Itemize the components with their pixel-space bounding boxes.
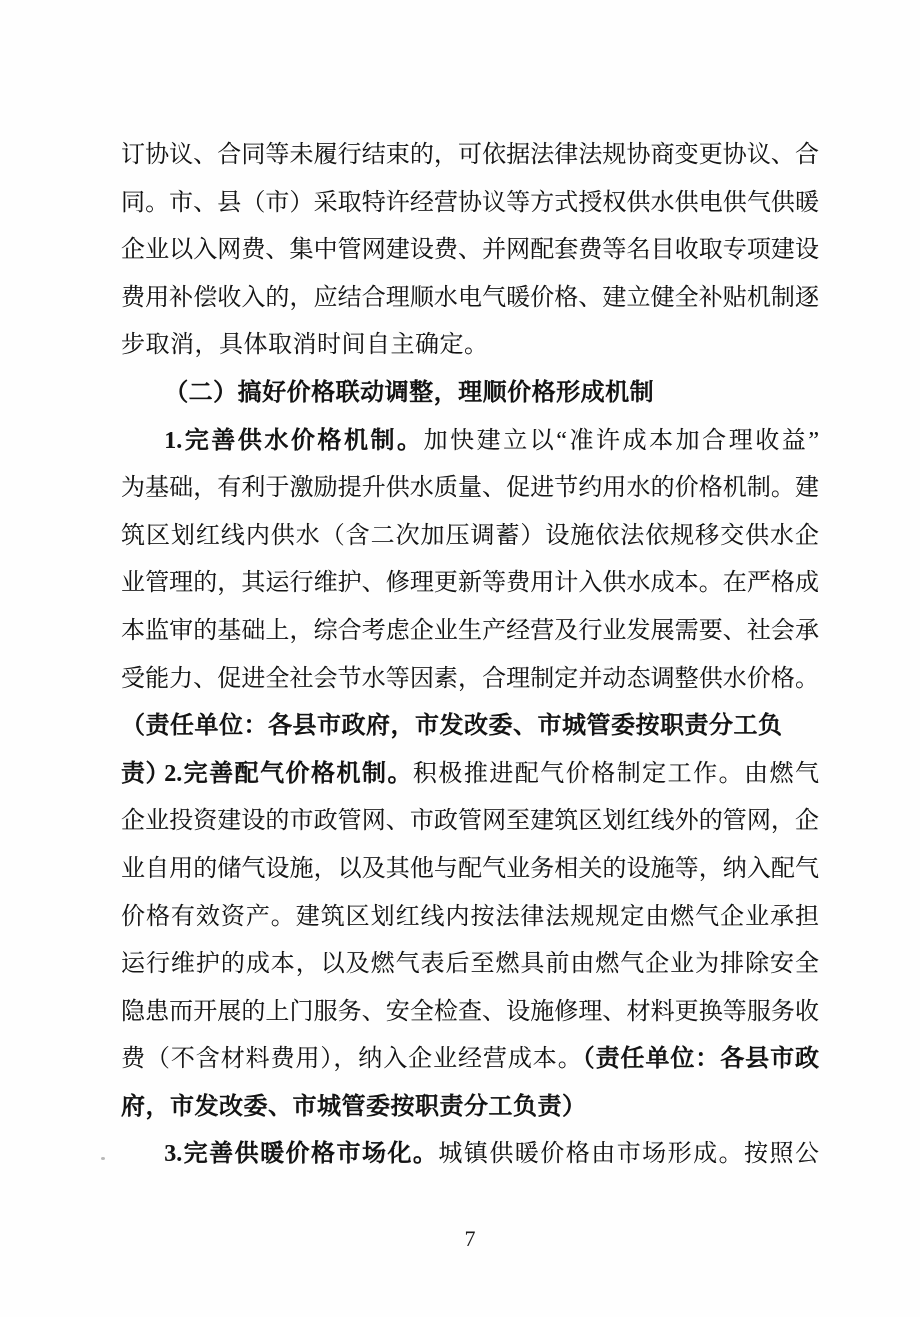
bold-text-run: 3.完善供暖价格市场化。 (164, 1141, 439, 1168)
text-line (121, 751, 819, 799)
bold-text-run: 2.完善配气价格机制。 (164, 760, 413, 787)
text-line (121, 798, 819, 846)
text-run: 隐患而开展的上门服务、安全检查、设施修理、材料更换等服务收 (121, 998, 819, 1025)
text-run: 加快建立以“准许成本加合理收益” (423, 427, 819, 454)
text-line (121, 989, 819, 1037)
text-line (121, 1084, 819, 1132)
text-run: 受能力、促进全社会节水等因素，合理制定并动态调整供水价格。 (121, 665, 819, 692)
text-run: 本监审的基础上，综合考虑企业生产经营及行业发展需要、社会承 (121, 617, 819, 644)
text-line (121, 275, 819, 323)
text-line (121, 322, 819, 370)
text-run: 价格有效资产。建筑区划红线内按法律法规规定由燃气企业承担 (121, 903, 819, 930)
text-run: 城镇供暖价格由市场形成。按照公 (438, 1141, 820, 1168)
text-line (121, 465, 819, 513)
text-line (121, 132, 819, 180)
text-line (121, 894, 819, 942)
bold-text-run: 1.完善供水价格机制。 (164, 427, 424, 454)
text-line (121, 227, 819, 275)
text-line (121, 1131, 819, 1179)
text-run: 企业以入网费、集中管网建设费、并网配套费等名目收取专项建设 (121, 237, 819, 264)
text-line (121, 513, 819, 561)
text-line (121, 560, 819, 608)
text-run: 运行维护的成本，以及燃气表后至燃具前由燃气企业为排除安全 (121, 951, 819, 978)
text-run: 同。市、县（市）采取特许经营协议等方式授权供水供电供气供暖 (121, 189, 819, 216)
text-run: 业管理的，其运行维护、修理更新等费用计入供水成本。在严格成 (121, 570, 819, 597)
text-run: 业自用的储气设施，以及其他与配气业务相关的设施等，纳入配气 (121, 855, 819, 882)
text-line (121, 846, 819, 894)
text-run: 筑区划红线内供水（含二次加压调蓄）设施依法依规移交供水企 (121, 522, 819, 549)
text-run: 费（不含材料费用），纳入企业经营成本。 (121, 1046, 583, 1073)
page-number: 7 (464, 1226, 476, 1251)
text-run: 积极推进配气价格制定工作。由燃气 (412, 760, 820, 787)
scan-artifact (101, 1157, 105, 1160)
text-run: 订协议、合同等未履行结束的，可依据法律法规协商变更协议、合 (121, 142, 819, 168)
text-run: 步取消，具体取消时间自主确定。 (121, 332, 489, 359)
bold-text-run: （二）搞好价格联动调整，理顺价格形成机制 (164, 379, 655, 406)
text-line (121, 656, 819, 704)
text-line (121, 941, 819, 989)
text-line (121, 180, 819, 228)
text-line (121, 418, 819, 466)
bold-text-run: （责任单位：各县市政 (582, 1046, 820, 1073)
bold-text-run: （责任单位：各县市政府，市发改委、市城管委按职责分工负责） (121, 713, 783, 787)
text-line (121, 608, 819, 656)
text-run: 企业投资建设的市政管网、市政管网至建筑区划红线外的管网，企 (121, 808, 819, 835)
text-run: 费用补偿收入的，应结合理顺水电气暖价格、建立健全补贴机制逐 (121, 284, 819, 311)
text-run: 为基础，有利于激励提升供水质量、促进节约用水的价格机制。建 (121, 475, 819, 502)
bold-text-run: 府，市发改委、市城管委按职责分工负责） (121, 1093, 587, 1120)
text-line (121, 370, 819, 418)
text-line (121, 1036, 819, 1084)
document-body (121, 132, 819, 1179)
